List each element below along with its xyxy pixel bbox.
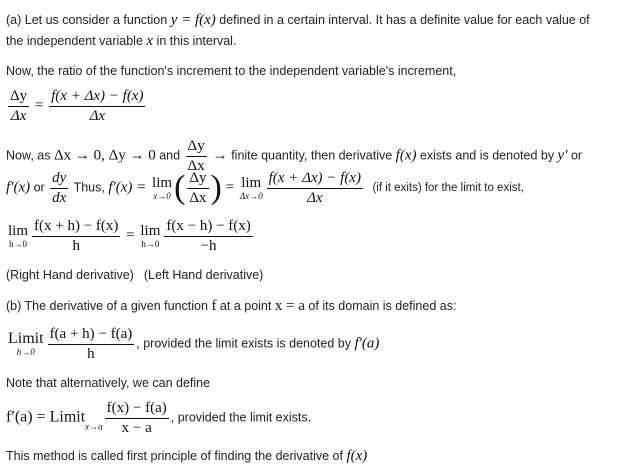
now-or: or: [567, 148, 583, 163]
para-b: [6, 298, 456, 315]
arrow: →: [208, 147, 232, 164]
method-line: [6, 448, 367, 465]
method-fx: f(x): [346, 448, 368, 464]
para-b-post: of its domain is defined as:: [304, 299, 457, 313]
para-b-mid: at a point: [216, 299, 275, 313]
para-a-text2: defined in a certain interval. It has a definite value for each value of: [215, 13, 590, 27]
method-text: This method is called first principle of finding the derivative of: [6, 449, 347, 463]
thus-rhs-fraction: [267, 170, 363, 206]
thus-eq: =: [221, 179, 238, 196]
thus-rhs-den: Δx: [307, 189, 323, 206]
thus-or: or: [30, 180, 49, 195]
thus-text: Thus,: [70, 180, 109, 195]
limits-eq: =: [126, 227, 135, 244]
lhd-lim-sub: h→0: [141, 238, 160, 249]
f-prime-a: f′(a): [354, 335, 380, 352]
para-a-line2: [6, 33, 236, 50]
increment-ratio-equation: [6, 88, 147, 124]
para-a-line2-pre: the independent variable: [6, 34, 147, 48]
lim-word: lim: [152, 174, 173, 191]
lim-sub: x→0: [153, 190, 171, 201]
lhd-lim: [140, 224, 160, 249]
now-and: and: [155, 148, 184, 163]
limit-word: Limit: [8, 330, 44, 347]
alt-num: f(x) − f(a): [105, 400, 169, 419]
now-as-line: [6, 138, 582, 174]
f-prime-x: f′(x): [6, 179, 31, 196]
lim2-sub: Δx→0: [239, 190, 263, 201]
leibniz-fraction: [50, 170, 68, 206]
fx-math: f(x): [395, 147, 417, 164]
lim-x-to-0: [152, 176, 172, 201]
lim-word-2: lim: [241, 174, 262, 191]
limit-def-text: , provided the limit exists is denoted by: [136, 336, 355, 351]
frac-den: Δx: [187, 157, 205, 174]
rhs-den: Δx: [89, 107, 106, 124]
para-a-line1: [6, 12, 590, 29]
lhd-label: (Left Hand derivative): [143, 268, 264, 282]
f-prime-x-eq: f′(x) =: [108, 179, 151, 196]
dy: dy: [50, 170, 68, 189]
now-pre: Now, as: [6, 148, 54, 163]
now-post: exists and is denoted by: [416, 148, 558, 163]
paren-left: (: [174, 169, 186, 206]
derivative-labels: [6, 268, 263, 282]
rhd-den: h: [72, 237, 80, 254]
rhs-fraction: [49, 88, 145, 124]
thus-rhs-num: f(x + Δx) − f(x): [267, 170, 363, 189]
rhd-lim: [8, 224, 28, 249]
thus-line: [6, 170, 524, 206]
alt-lhs: f′(a) = Limit: [6, 408, 86, 426]
lhd-lim-word: lim: [140, 222, 161, 239]
rhd-lim-sub: h→0: [9, 238, 27, 249]
limit-def-num: f(a + h) − f(a): [48, 326, 135, 345]
y-prime: y′: [557, 147, 568, 164]
dx: dx: [52, 189, 67, 206]
frac-num: Δy: [186, 138, 207, 157]
inner-num: Δy: [187, 170, 208, 189]
alt-sub: x→a: [85, 421, 103, 432]
equals-sign: =: [34, 97, 44, 114]
dy-dx-fraction: [186, 138, 207, 174]
inner-fraction: [187, 170, 208, 206]
inner-den: Δx: [189, 189, 207, 206]
lhs-fraction: [8, 88, 29, 124]
limit-def-den: h: [87, 345, 95, 362]
lhd-den: −h: [200, 237, 217, 254]
lim-dx-to-0: [240, 176, 263, 201]
alt-den: x − a: [121, 419, 152, 436]
lhd-num: f(x − h) − f(x): [164, 218, 252, 237]
independent-variable: x: [146, 33, 154, 49]
function-def-math: y = f(x): [170, 12, 216, 28]
alternative-definition: [6, 400, 311, 436]
rhs-num: f(x + Δx) − f(x): [49, 88, 145, 107]
para-b-pre: (b) The derivative of a given function: [6, 299, 212, 313]
para-b-f: f: [211, 298, 217, 314]
now-mid: finite quantity, then derivative: [231, 148, 396, 163]
alt-text-after: , provided the limit exists.: [170, 410, 312, 425]
lhs-den: Δx: [10, 107, 27, 124]
one-sided-limits-equation: [6, 218, 255, 254]
para-a-text1: (a) Let us consider a function: [6, 13, 171, 27]
limit-h-to-0: [8, 331, 44, 357]
para-a-line2-post: in this interval.: [153, 34, 237, 48]
alt-text: Note that alternatively, we can define: [6, 376, 211, 390]
rhd-lim-word: lim: [8, 222, 29, 239]
limit-sub: h→0: [16, 347, 35, 357]
rhd-label: (Right Hand derivative): [6, 268, 134, 282]
if-exists-note: (if it exits) for the limit to exist,: [372, 182, 524, 195]
alt-fraction: [105, 400, 169, 436]
ratio-text: Now, the ratio of the function's increment to the independent variable's increment,: [6, 64, 457, 78]
rhd-num: f(x + h) − f(x): [32, 218, 120, 237]
lhd-fraction: [164, 218, 252, 254]
lhs-num: Δy: [8, 88, 29, 107]
limit-def-fraction: [48, 326, 135, 362]
limit-condition: Δx → 0, Δy → 0: [53, 147, 156, 164]
paren-right: ): [210, 169, 222, 206]
rhd-fraction: [32, 218, 120, 254]
x-eq-a: x = a: [274, 298, 305, 314]
limit-definition: [6, 326, 379, 362]
